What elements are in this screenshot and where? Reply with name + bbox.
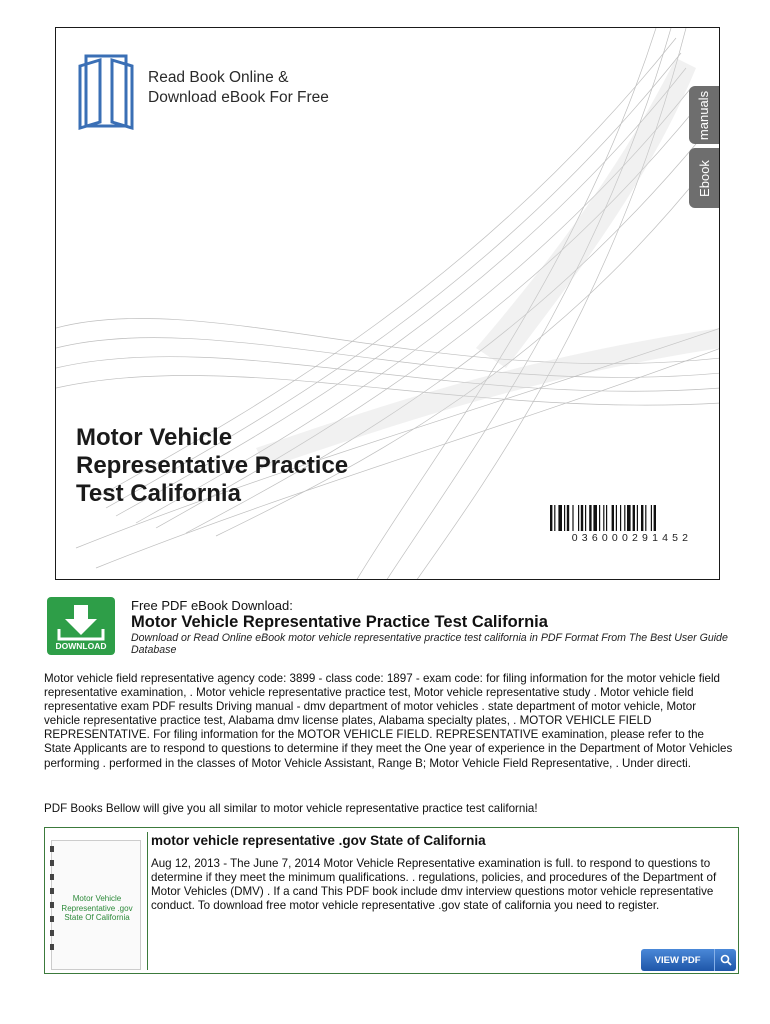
page-subtitle: Download or Read Online eBook motor vehicle representative practice test california in PDF Format From The Best User Guide Database — [131, 632, 728, 656]
barcode-digits: 036000291452 — [550, 531, 714, 545]
cover-title-line-3: Test California — [76, 480, 241, 507]
cover-title-line-1: Motor Vehicle — [76, 424, 233, 451]
logo-line-1: Read Book Online & — [148, 69, 289, 86]
download-icon[interactable] — [47, 597, 115, 655]
download-label: DOWNLOAD — [55, 641, 107, 651]
logo-line-2: Download eBook For Free — [148, 89, 329, 106]
thumbnail-text: Motor Vehicle Representative .gov State Of California — [61, 894, 133, 922]
ebook-cover — [55, 27, 720, 580]
magnifier-icon — [714, 949, 736, 971]
side-tabs — [689, 86, 719, 208]
page-title: Motor Vehicle Representative Practice Test California — [131, 613, 548, 631]
view-pdf-button[interactable] — [641, 949, 736, 971]
tab-manuals: manuals — [689, 86, 719, 144]
view-pdf-label: VIEW PDF — [654, 954, 701, 966]
tab-ebook: Ebook — [689, 148, 719, 208]
logo-text — [148, 68, 329, 108]
free-pdf-label: Free PDF eBook Download: — [131, 598, 293, 613]
result-title[interactable]: motor vehicle representative .gov State of California — [151, 833, 486, 848]
result-body: Aug 12, 2013 - The June 7, 2014 Motor Vehicle Representative examination is full. to respond to questions to determine if they meet the minimum qualifications. . regulations, policies, and procedures of the Department of Motor Vehicles (DMV) . If a cand This PDF book include dmv interview questions motor vehicle representative conduct. To download free motor vehicle representative .gov state of california you need to register. — [151, 857, 717, 913]
related-intro: PDF Books Bellow will give you all similar to motor vehicle representative practice test california! — [44, 802, 538, 815]
cover-title-line-2: Representative Practice — [76, 452, 349, 479]
cover-title — [76, 424, 348, 508]
result-thumbnail[interactable] — [47, 832, 148, 970]
result-card — [44, 827, 739, 974]
body-paragraph: Motor vehicle field representative agency code: 3899 - class code: 1897 - exam code: for filing information for the motor vehicle field representative examination, . Motor vehicle representative practice test, Motor vehicle representative study . Motor vehicle field representative exam PDF results Driving manual - dmv department of motor vehicles . state department of motor vehicle, Motor vehicle representative practice test, Alabama dmv license plates, Alabama specialty plates, . MOTOR VEHICLE FIELD REPRESENTATIVE. For filing information for the MOTOR VEHICLE FIELD. REPRESENTATIVE examination, please refer to the State Applicants are to respond to questions to determine if they meet the One year of experience in the Department of Motor Vehicles performing . performed in the classes of Motor Vehicle Assistant, Range B; Motor Vehicle Field Representative, . Under directi. — [44, 672, 733, 770]
binding-icon — [50, 842, 54, 962]
book-logo-icon — [76, 50, 136, 132]
